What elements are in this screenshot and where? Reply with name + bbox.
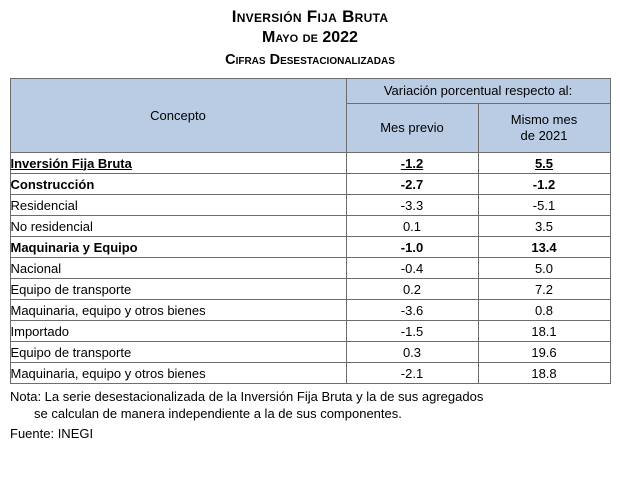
row-value-same-month: 3.5: [478, 216, 610, 237]
row-label: [10, 153, 346, 174]
row-value-same-month: [478, 153, 610, 174]
row-value-same-month: 18.8: [478, 363, 610, 384]
row-label: Equipo de transporte: [10, 342, 346, 363]
title-block: [0, 0, 620, 70]
table-row: [10, 321, 610, 342]
row-value-previous-month: -2.7: [346, 174, 478, 195]
indicators-table: [10, 78, 611, 384]
row-value-same-month: -1.2: [478, 174, 610, 195]
notes-block: [10, 388, 610, 442]
row-value-same-month-text: 5.5: [534, 155, 554, 171]
row-label: Maquinaria, equipo y otros bienes: [10, 300, 346, 321]
table-row: [10, 195, 610, 216]
table-row: [10, 279, 610, 300]
row-value-previous-month: 0.2: [346, 279, 478, 300]
page-subtitle-period: Mayo de 2022: [262, 29, 358, 46]
row-value-same-month: 18.1: [478, 321, 610, 342]
row-label: Importado: [10, 321, 346, 342]
table-row: [10, 363, 610, 384]
row-label: Residencial: [10, 195, 346, 216]
row-label: Maquinaria, equipo y otros bienes: [10, 363, 346, 384]
header-same-month-line2: de 2021: [520, 128, 568, 143]
table-body: [10, 153, 610, 384]
row-value-previous-month: [346, 153, 478, 174]
row-value-previous-month: -3.3: [346, 195, 478, 216]
row-value-same-month: 5.0: [478, 258, 610, 279]
table-row: [10, 153, 610, 174]
row-value-same-month: 0.8: [478, 300, 610, 321]
header-previous-month: Mes previo: [346, 104, 478, 153]
row-label: No residencial: [10, 216, 346, 237]
table-row: [10, 258, 610, 279]
row-label: Maquinaria y Equipo: [10, 237, 346, 258]
row-label: Equipo de transporte: [10, 279, 346, 300]
row-value-same-month: -5.1: [478, 195, 610, 216]
table-header: [10, 79, 610, 153]
row-value-same-month: 19.6: [478, 342, 610, 363]
row-value-previous-month: 0.3: [346, 342, 478, 363]
row-value-previous-month: -0.4: [346, 258, 478, 279]
row-value-previous-month: -1.0: [346, 237, 478, 258]
page-subtitle-series: Cifras Desestacionalizadas: [225, 52, 395, 68]
row-label: Construcción: [10, 174, 346, 195]
page-title: Inversión Fija Bruta: [231, 7, 389, 26]
header-same-month: [478, 104, 610, 153]
row-value-same-month: 7.2: [478, 279, 610, 300]
row-value-previous-month-text: -1.2: [400, 155, 424, 171]
table-row: [10, 216, 610, 237]
table-row: [10, 300, 610, 321]
table-row: [10, 342, 610, 363]
note-line-1: Nota: La serie desestacionalizada de la Inversión Fija Bruta y la de sus agregados: [10, 389, 484, 404]
header-variation-group: Variación porcentual respecto al:: [346, 79, 610, 104]
table-row: [10, 237, 610, 258]
source-line: Fuente: INEGI: [10, 426, 94, 441]
row-label: Nacional: [10, 258, 346, 279]
header-concept: Concepto: [10, 79, 346, 153]
row-value-previous-month: -2.1: [346, 363, 478, 384]
row-value-previous-month: 0.1: [346, 216, 478, 237]
row-value-previous-month: -3.6: [346, 300, 478, 321]
note-line-2: se calculan de manera independiente a la de sus componentes.: [34, 406, 402, 421]
header-same-month-line1: Mismo mes: [510, 112, 578, 127]
row-value-same-month: 13.4: [478, 237, 610, 258]
row-label-text: Inversión Fija Bruta: [10, 155, 132, 171]
row-value-previous-month: -1.5: [346, 321, 478, 342]
table-row: [10, 174, 610, 195]
